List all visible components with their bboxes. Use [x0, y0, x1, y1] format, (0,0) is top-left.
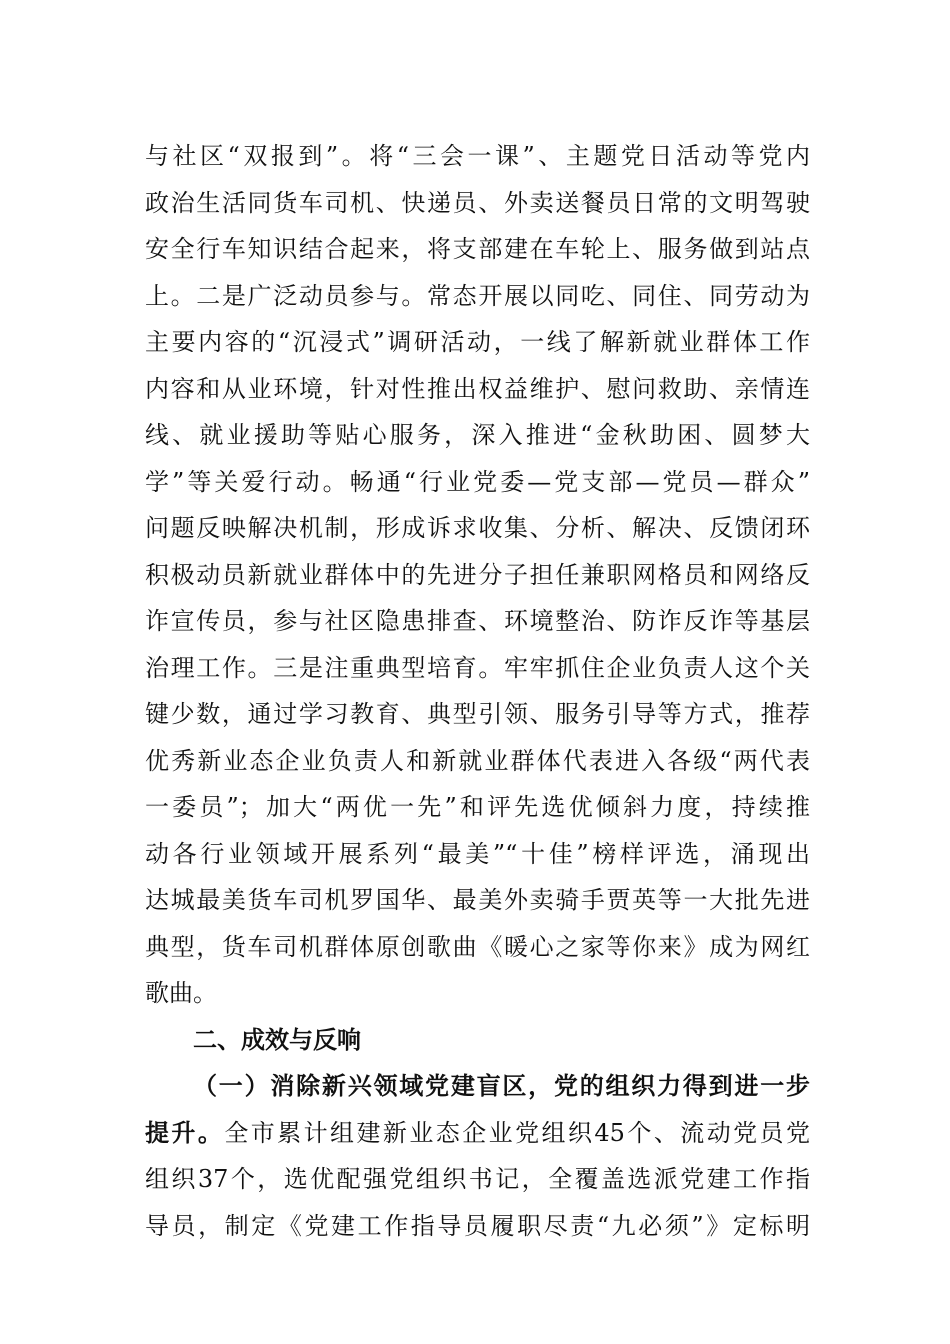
text-line	[145, 1110, 810, 1157]
text-line: 歌曲。	[145, 979, 217, 1007]
paragraph-text: 全市累计组建新业态企业党组织45个、流动党员党	[224, 1118, 810, 1147]
text-line: 达城最美货车司机罗国华、最美外卖骑手贾英等一大批先进	[145, 886, 810, 914]
document-body	[145, 133, 810, 1249]
section-heading: 二、成效与反响	[193, 1025, 361, 1054]
text-line: 动各行业领域开展系列“最美”“十佳”榜样评选，涌现出	[145, 839, 810, 868]
text-line: 优秀新业态企业负责人和新就业群体代表进入各级“两代表	[145, 746, 810, 775]
text-line: 键少数，通过学习教育、典型引领、服务引导等方式，推荐	[145, 700, 810, 728]
text-line: 积极动员新就业群体中的先进分子担任兼职网格员和网络反	[145, 560, 810, 589]
text-line: 线、就业援助等贴心服务，深入推进“金秋助困、圆梦大	[145, 421, 810, 449]
subsection-heading-text: （一）消除新兴领域党建盲区，党的组织力得到进一步	[193, 1071, 810, 1100]
text-line: 安全行车知识结合起来，将支部建在车轮上、服务做到站点	[145, 235, 810, 263]
subsection-heading-end: 提升。	[145, 1117, 225, 1147]
text-line: 学”等关爱行动。畅通“行业党委—党支部—党员—群众”	[145, 467, 810, 496]
text-line: 组织37个，选优配强党组织书记，全覆盖选派党建工作指	[145, 1165, 810, 1193]
text-line: 诈宣传员，参与社区隐患排查、环境整治、防诈反诈等基层	[145, 607, 810, 635]
text-line: 主要内容的“沉浸式”调研活动，一线了解新就业群体工作	[145, 328, 810, 356]
text-line: 治理工作。三是注重典型培育。牢牢抓住企业负责人这个关	[145, 653, 810, 682]
subsection-heading	[145, 1063, 810, 1110]
text-line: 政治生活同货车司机、快递员、外卖送餐员日常的文明驾驶	[145, 188, 810, 217]
text-line: 问题反映解决机制，形成诉求收集、分析、解决、反馈闭环	[145, 514, 810, 542]
text-line: 一委员”；加大“两优一先”和评先选优倾斜力度，持续推	[145, 793, 810, 821]
text-line: 内容和从业环境，针对性推出权益维护、慰问救助、亲情连	[145, 374, 810, 403]
text-line: 导员，制定《党建工作指导员履职尽责“九必须”》定标明	[145, 1211, 810, 1240]
text-line: 上。二是广泛动员参与。常态开展以同吃、同住、同劳动为	[145, 281, 810, 310]
text-line: 与社区“双报到”。将“三会一课”、主题党日活动等党内	[145, 142, 810, 170]
text-line: 典型，货车司机群体原创歌曲《暖心之家等你来》成为网红	[145, 932, 810, 961]
